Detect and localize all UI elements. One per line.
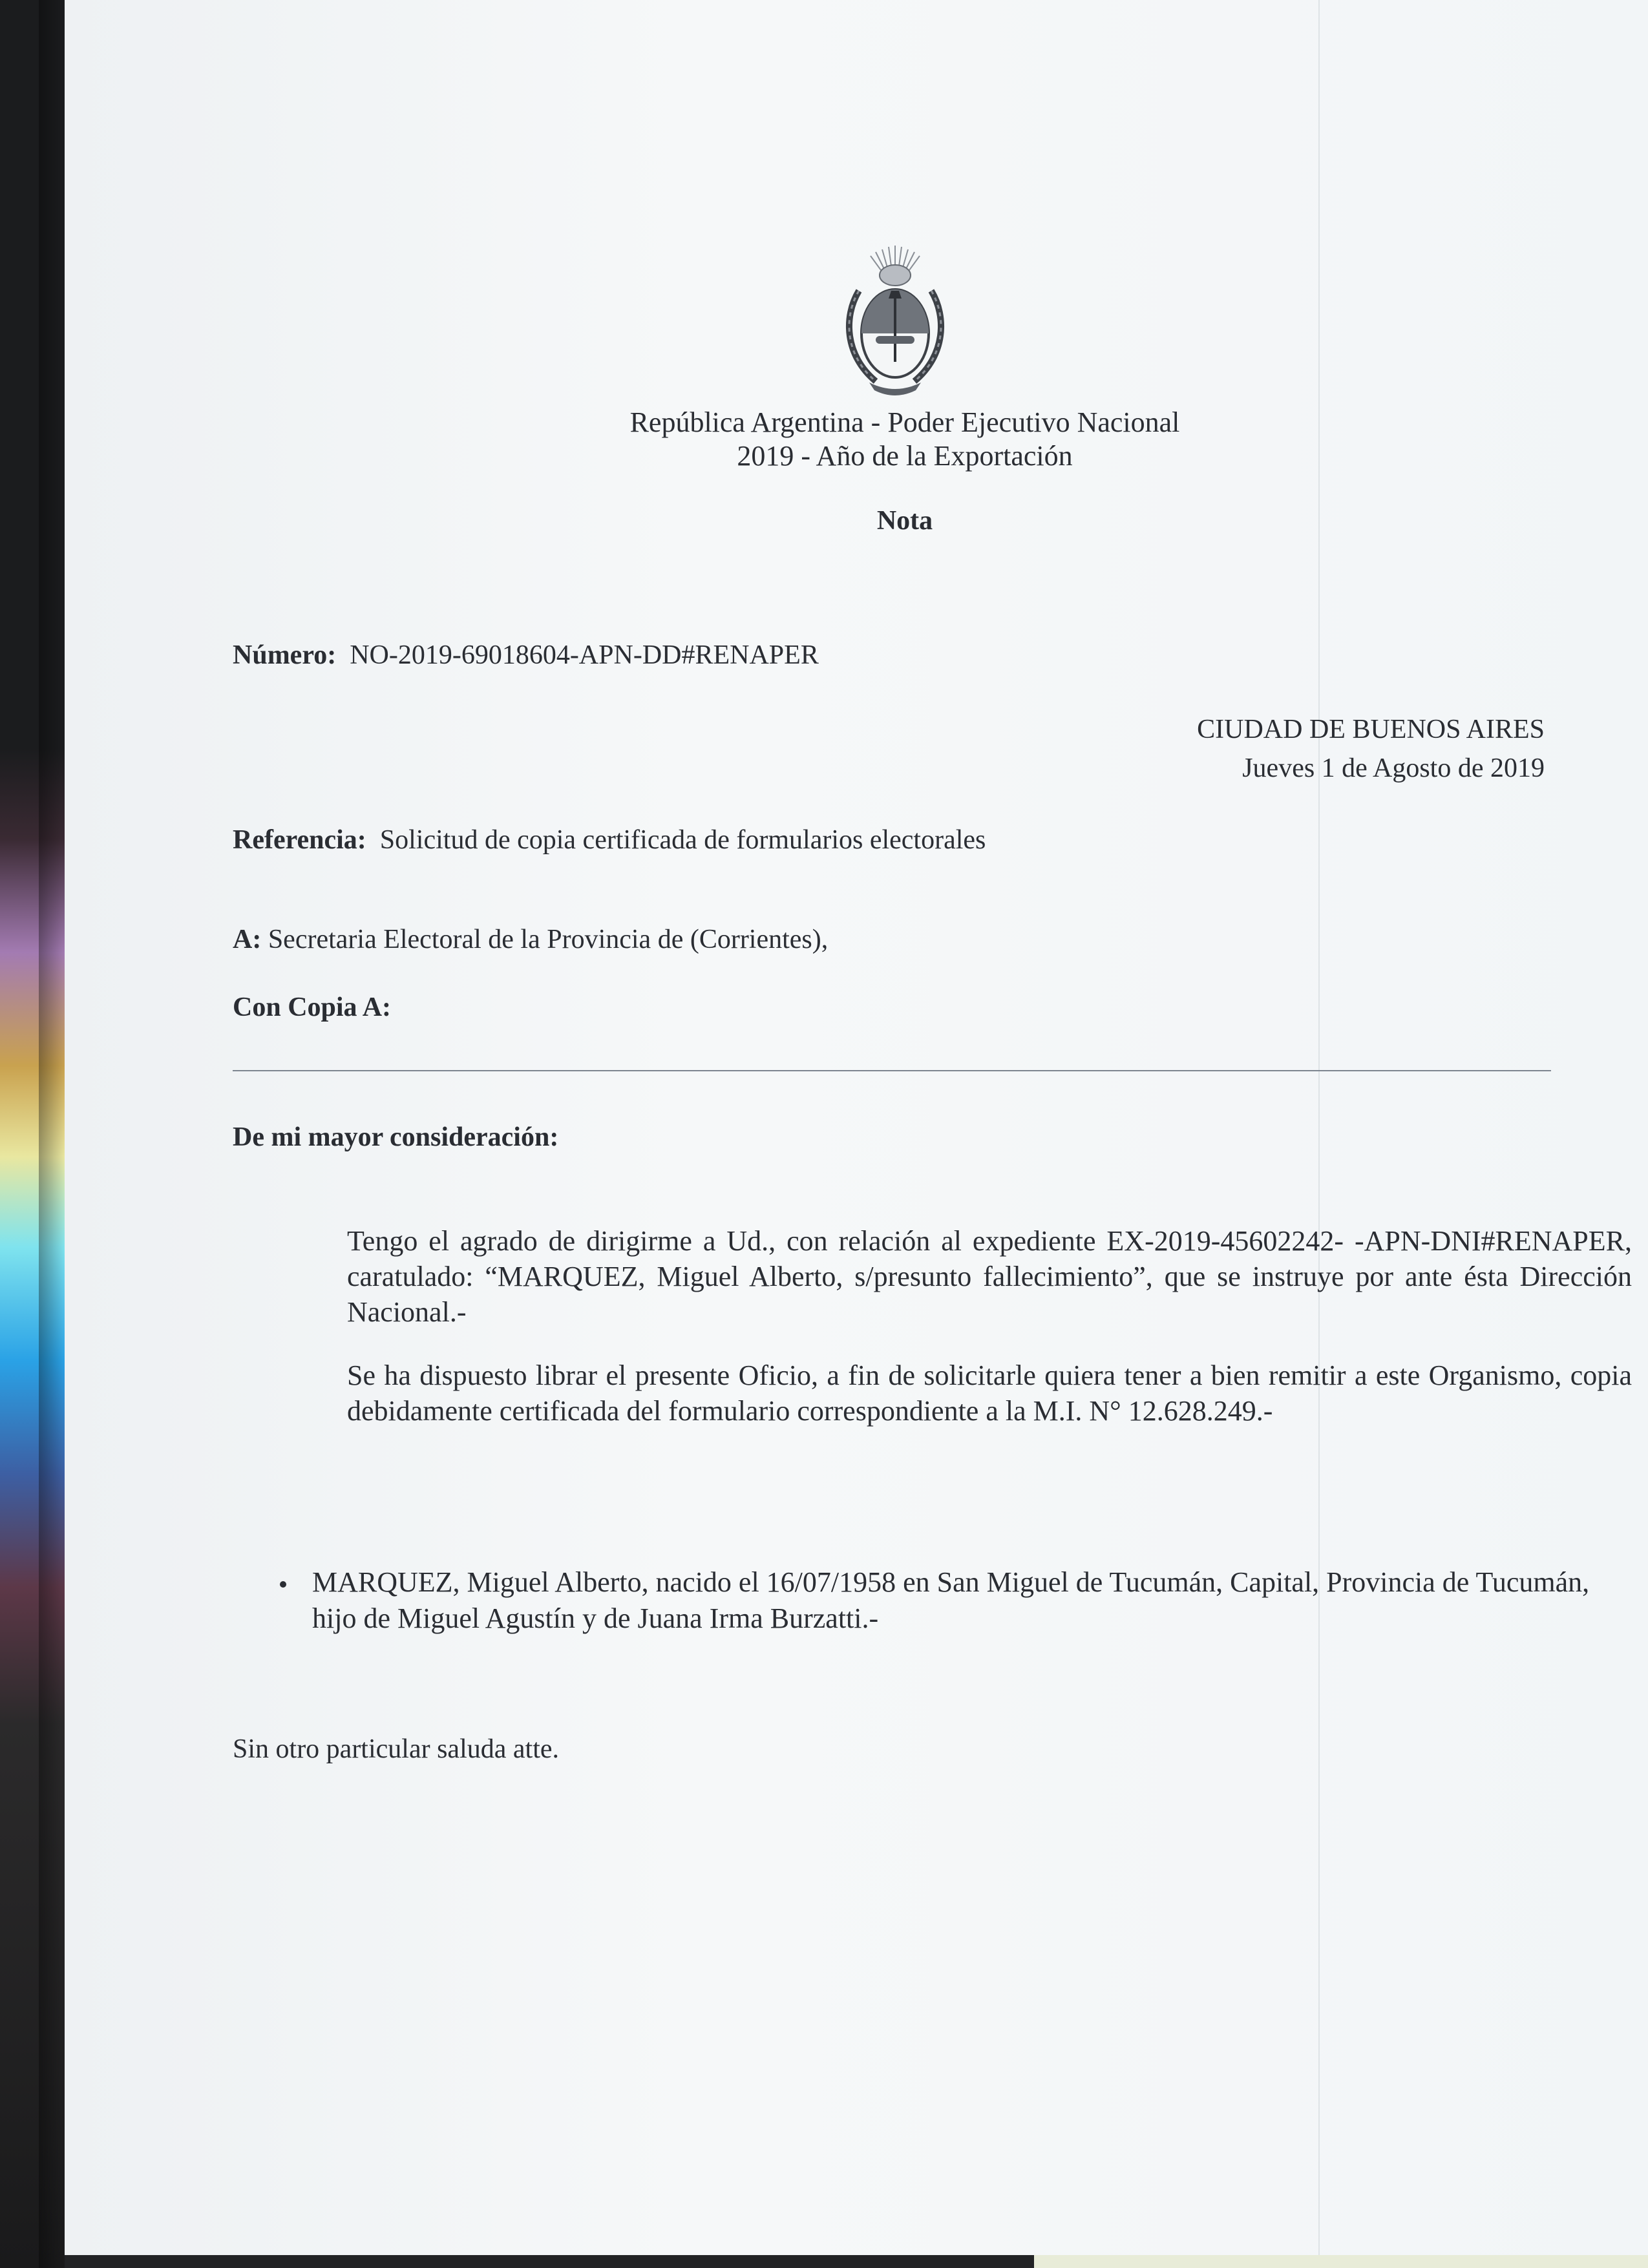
list-item xyxy=(271,1564,1632,1637)
scanner-bottom-edge-light xyxy=(1034,2255,1648,2268)
header-institution: República Argentina - Poder Ejecutivo Nacional xyxy=(629,406,1180,438)
date-line: Jueves 1 de Agosto de 2019 xyxy=(1242,753,1545,783)
recipient-field xyxy=(233,924,828,955)
person-list xyxy=(271,1564,1632,1637)
numero-value: NO-2019-69018604-APN-DD#RENAPER xyxy=(350,640,819,670)
list-item-text: MARQUEZ, Miguel Alberto, nacido el 16/07/1958 en San Miguel de Tucumán, Capital, Provincia de Tucumán, hijo de Miguel Agustín y de Juana Irma Burzatti.- xyxy=(312,1566,1590,1634)
header-divider xyxy=(233,1070,1551,1071)
cc-field xyxy=(233,992,391,1023)
numero-label: Número: xyxy=(233,640,337,670)
numero-field xyxy=(233,640,819,671)
header-year-motto: 2019 - Año de la Exportación xyxy=(737,440,1073,472)
referencia-label: Referencia: xyxy=(233,825,366,855)
recipient-value: Secretaria Electoral de la Provincia de (Corrientes), xyxy=(268,925,829,954)
scanner-edge xyxy=(0,0,65,2268)
salutation: De mi mayor consideración: xyxy=(233,1122,559,1152)
scanner-edge-shadow xyxy=(39,0,65,2268)
place-line: CIUDAD DE BUENOS AIRES xyxy=(1197,715,1545,744)
cc-label: Con Copia A: xyxy=(233,992,392,1022)
body-paragraph: Tengo el agrado de dirigirme a Ud., con relación al expediente EX-2019-45602242- -APN-DNI#RENAPER, caratulado: “MARQUEZ, Miguel Alberto, s/presunto fallecimiento”, que se instruye por ante ésta Dirección Nacional.- xyxy=(347,1225,1632,1328)
recipient-label: A: xyxy=(233,925,262,954)
referencia-value: Solicitud de copia certificada de formularios electorales xyxy=(379,825,986,855)
scanner-bottom-edge xyxy=(65,2255,1034,2268)
document-type-title: Nota xyxy=(876,506,933,536)
body-paragraph: Se ha dispuesto librar el presente Oficio, a fin de solicitarle quiera tener a bien remitir a este Organismo, copia debidamente certificada del formulario correspondiente a la M.I. N° 12.628.249.- xyxy=(347,1360,1632,1427)
coat-of-arms-icon xyxy=(830,246,960,401)
referencia-field xyxy=(233,824,986,856)
bullet-icon xyxy=(280,1581,286,1588)
page-fold-line xyxy=(1318,0,1320,2255)
closing-line: Sin otro particular saluda atte. xyxy=(233,1734,560,1764)
